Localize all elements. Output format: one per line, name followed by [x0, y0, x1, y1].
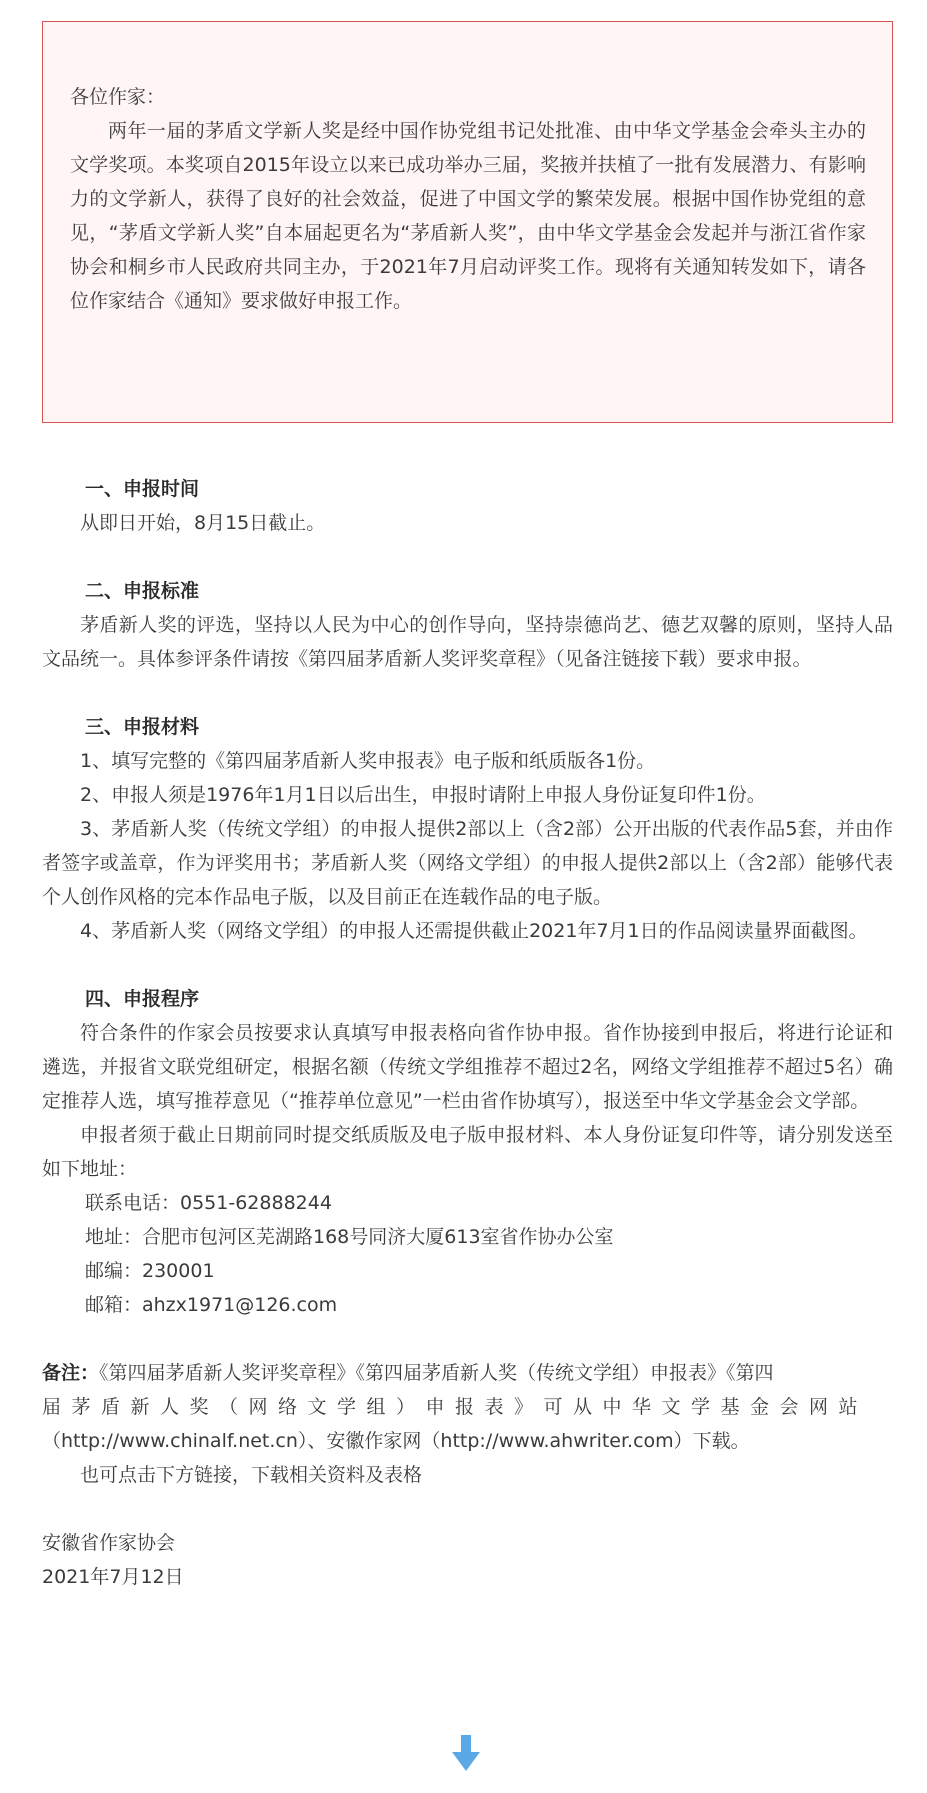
procedure-paragraph-1: 符合条件的作家会员按要求认真填写申报表格向省作协申报。省作协接到申报后，将进行论证和遴选，并报省文联党组研定，根据名额（传统文学组推荐不超过2名，网络文学组推荐不超过5名）确定推荐人选，填写推荐意见（“推荐单位意见”一栏由省作协填写），报送至中华文学基金会文学部。	[42, 1022, 893, 1112]
note-label: 备注：	[42, 1362, 100, 1384]
contact-phone: 联系电话：0551-62888244	[85, 1192, 332, 1214]
contact-postcode: 邮编：230001	[85, 1260, 215, 1282]
contact-address: 地址：合肥市包河区芜湖路168号同济大厦613室省作协办公室	[85, 1226, 614, 1248]
materials-item-1: 1、填写完整的《第四届茅盾新人奖申报表》电子版和纸质版各1份。	[80, 750, 656, 772]
notice-body: 两年一届的茅盾文学新人奖是经中国作协党组书记处批准、由中华文学基金会牵头主办的文学奖项。本奖项自2015年设立以来已成功举办三届，奖掖并扶植了一批有发展潜力、有影响力的文学新人，获得了良好的社会效益，促进了中国文学的繁荣发展。根据中国作协党组的意见，“茅盾文学新人奖”自本届起更名为“茅盾新人奖”，由中华文学基金会发起并与浙江省作家协会和桐乡市人民政府共同主办，于2021年7月启动评奖工作。现将有关通知转发如下，请各位作家结合《通知》要求做好申报工作。	[70, 120, 866, 312]
notice-box	[42, 21, 893, 423]
section-heading-materials: 三、申报材料	[85, 716, 200, 738]
materials-item-3: 3、茅盾新人奖（传统文学组）的申报人提供2部以上（含2部）公开出版的代表作品5套，并由作者签字或盖章，作为评奖用书；茅盾新人奖（网络文学组）的申报人提供2部以上（含2部）能够代表个人创作风格的完本作品电子版，以及目前正在连载作品的电子版。	[42, 818, 893, 908]
section-text-time: 从即日开始，8月15日截止。	[80, 512, 326, 534]
download-hint: 也可点击下方链接，下载相关资料及表格	[80, 1464, 423, 1486]
note-text-line-3: （http://www.chinalf.net.cn）、安徽作家网（http://www.ahwriter.com）下载。	[42, 1430, 750, 1452]
materials-item-4: 4、茅盾新人奖（网络文学组）的申报人还需提供截止2021年7月1日的作品阅读量界面截图。	[80, 920, 868, 942]
procedure-paragraph-2: 申报者须于截止日期前同时提交纸质版及电子版申报材料、本人身份证复印件等，请分别发送至如下地址：	[42, 1124, 893, 1180]
main-content	[42, 472, 893, 1594]
contact-email: 邮箱：ahzx1971@126.com	[85, 1294, 338, 1316]
note-text-line-1: 《第四届茅盾新人奖评奖章程》《第四届茅盾新人奖（传统文学组）申报表》《第四	[99, 1362, 774, 1384]
arrow-down-icon[interactable]	[452, 1735, 480, 1771]
note-line-1	[42, 1356, 893, 1390]
materials-item-2: 2、申报人须是1976年1月1日以后出生，申报时请附上申报人身份证复印件1份。	[80, 784, 766, 806]
signature-org: 安徽省作家协会	[42, 1532, 176, 1554]
notice-greeting: 各位作家：	[70, 86, 166, 108]
section-heading-standard: 二、申报标准	[85, 580, 200, 602]
section-heading-time: 一、申报时间	[85, 478, 200, 500]
section-heading-procedure: 四、申报程序	[85, 988, 200, 1010]
section-text-standard: 茅盾新人奖的评选，坚持以人民为中心的创作导向，坚持崇德尚艺、德艺双馨的原则，坚持人品文品统一。具体参评条件请按《第四届茅盾新人奖评奖章程》（见备注链接下载）要求申报。	[42, 614, 893, 670]
signature-date: 2021年7月12日	[42, 1566, 184, 1588]
note-text-line-2: 届茅盾新人奖（网络文学组）申报表》可从中华文学基金会网站	[42, 1396, 869, 1418]
